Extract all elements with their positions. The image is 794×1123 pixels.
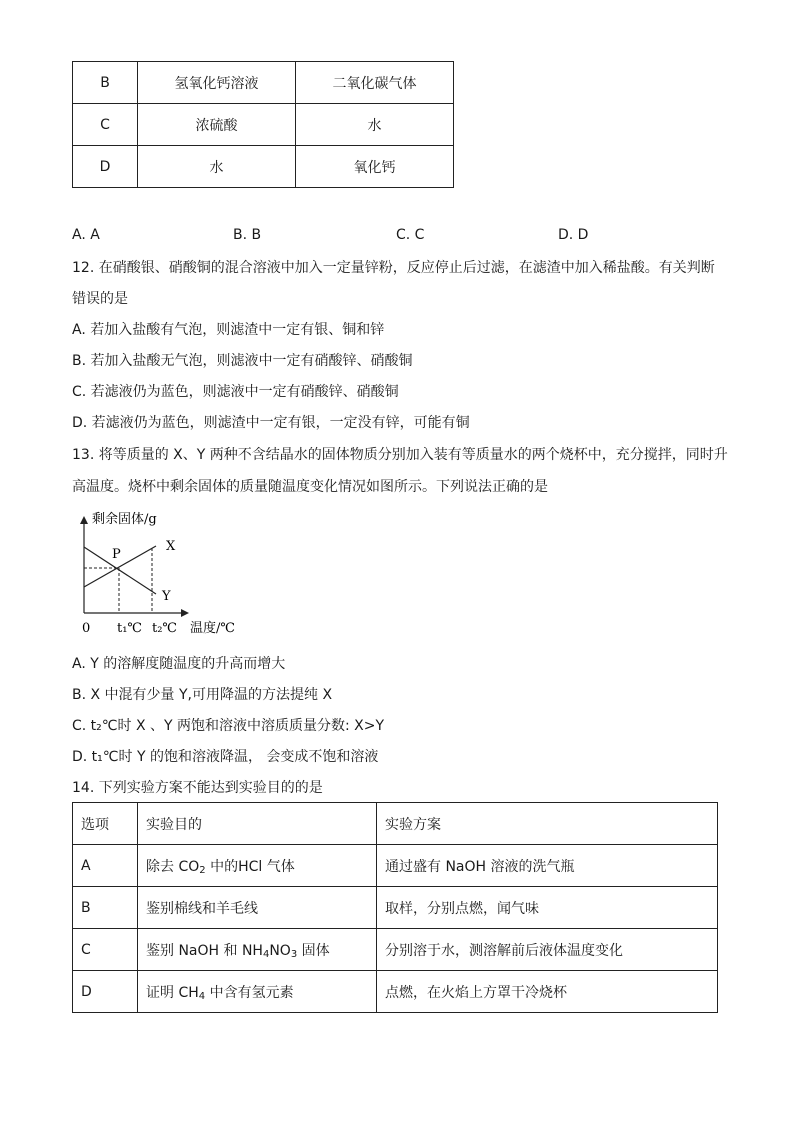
q11-option-d: D. D	[558, 227, 589, 243]
goal-subscript: 4	[198, 990, 206, 1002]
q12-option-d: D. 若滤液仍为蓝色，则滤渣中一定有银，一定没有锌，可能有铜	[72, 415, 470, 431]
q13-option-c: C. t₂℃时 X 、Y 两饱和溶液中溶质质量分数: X>Y	[72, 718, 385, 734]
q11-option-a: A. A	[72, 227, 100, 243]
row-plan: 点燃，在火焰上方罩干冷烧杯	[377, 971, 718, 1013]
table-cell: 水	[296, 104, 454, 146]
row-option: D	[73, 971, 138, 1013]
table-cell: 氧化钙	[296, 146, 454, 188]
q14-stem: 14. 下列实验方案不能达到实验目的的是	[72, 780, 323, 796]
row-option: C	[73, 929, 138, 971]
q12-option-c: C. 若滤液仍为蓝色，则滤液中一定有硝酸锌、硝酸铜	[72, 384, 399, 400]
table-cell: 氢氧化钙溶液	[138, 62, 296, 104]
q11-option-b: B. B	[233, 227, 262, 243]
t1-label: t₁℃	[117, 621, 142, 636]
header-goal: 实验目的	[138, 803, 377, 845]
q11-option-c: C. C	[396, 227, 425, 243]
line-x-label: X	[166, 539, 176, 554]
goal-subscript: 4	[262, 948, 270, 960]
q12-stem-line1: 12. 在硝酸银、硝酸铜的混合溶液中加入一定量锌粉，反应停止后过滤，在滤渣中加入稀盐酸。有关判断	[72, 260, 715, 276]
goal-text: 证明 CH	[146, 984, 199, 1001]
table-cell: 浓硫酸	[138, 104, 296, 146]
goal-text: 固体	[297, 942, 330, 959]
q11-table	[72, 61, 454, 188]
point-p-label: P	[112, 547, 121, 562]
table-cell: C	[73, 104, 138, 146]
q13-stem-line2: 高温度。烧杯中剩余固体的质量随温度变化情况如图所示。下列说法正确的是	[72, 479, 548, 495]
q13-stem-line1: 13. 将等质量的 X、Y 两种不含结晶水的固体物质分别加入装有等质量水的两个烧杯中，充分搅拌，同时升	[72, 447, 728, 463]
q12-stem-line2: 错误的是	[72, 291, 128, 307]
row-plan: 取样，分别点燃，闻气味	[377, 887, 718, 929]
table-cell: D	[73, 146, 138, 188]
goal-text: 除去 CO	[146, 858, 200, 875]
q13-option-a: A. Y 的溶解度随温度的升高而增大	[72, 656, 286, 672]
goal-subscript: 2	[199, 864, 206, 876]
table-cell: 二氧化碳气体	[296, 62, 454, 104]
row-goal: 鉴别棉线和羊毛线	[138, 887, 377, 929]
q12-option-b: B. 若加入盐酸无气泡，则滤液中一定有硝酸锌、硝酸铜	[72, 353, 413, 369]
row-goal	[138, 845, 377, 887]
y-axis-label: 剩余固体/g	[92, 512, 157, 527]
q14-table	[72, 802, 718, 1013]
row-goal	[138, 971, 377, 1013]
table-row	[73, 887, 718, 929]
row-goal	[138, 929, 377, 971]
goal-text: NO	[269, 942, 291, 959]
goal-text: 鉴别 NaOH 和 NH	[146, 942, 263, 959]
header-plan: 实验方案	[377, 803, 718, 845]
x-axis-label: 温度/℃	[190, 621, 235, 636]
x-axis-arrow-icon	[181, 609, 189, 617]
q13-option-b: B. X 中混有少量 Y,可用降温的方法提纯 X	[72, 687, 333, 703]
table-row	[73, 929, 718, 971]
row-plan: 通过盛有 NaOH 溶液的洗气瓶	[377, 845, 718, 887]
goal-text: 中含有氢元素	[205, 984, 294, 1001]
q12-option-a: A. 若加入盐酸有气泡，则滤渣中一定有银、铜和锌	[72, 322, 385, 338]
goal-text: 中的HCl 气体	[205, 858, 295, 875]
line-y-label: Y	[162, 589, 171, 604]
table-row	[73, 845, 718, 887]
table-header-row	[73, 803, 718, 845]
t2-label: t₂℃	[152, 621, 177, 636]
table-row	[73, 971, 718, 1013]
origin-label: 0	[82, 621, 91, 636]
table-cell: B	[73, 62, 138, 104]
row-plan: 分别溶于水，测溶解前后液体温度变化	[377, 929, 718, 971]
solubility-graph	[70, 510, 270, 640]
table-row	[73, 146, 454, 188]
header-option: 选项	[73, 803, 138, 845]
table-cell: 水	[138, 146, 296, 188]
row-option: A	[73, 845, 138, 887]
row-option: B	[73, 887, 138, 929]
table-row	[73, 104, 454, 146]
table-row	[73, 62, 454, 104]
goal-subscript: 3	[290, 948, 298, 960]
y-axis-arrow-icon	[80, 516, 88, 524]
q13-option-d: D. t₁℃时 Y 的饱和溶液降温， 会变成不饱和溶液	[72, 749, 379, 765]
